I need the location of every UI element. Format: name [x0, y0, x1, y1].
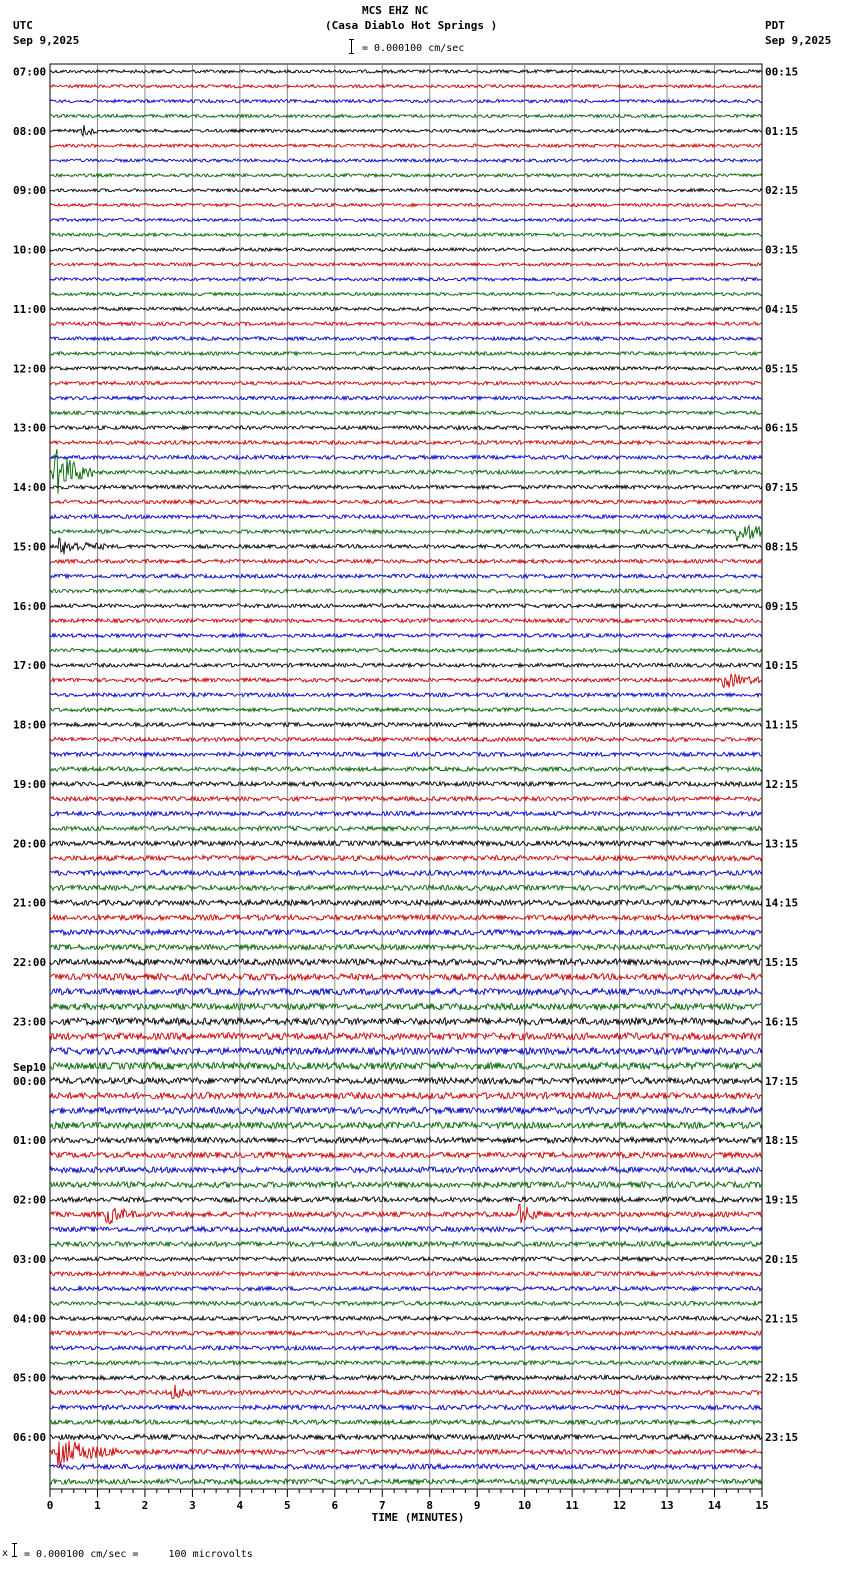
seismic-trace: [50, 307, 762, 311]
station-title: MCS EHZ NC: [362, 4, 429, 17]
left-hour-label: 12:00: [13, 362, 47, 376]
x-tick-label: 14: [707, 1499, 722, 1512]
seismic-trace: [50, 559, 762, 563]
seismic-trace: [50, 1441, 762, 1468]
footer-scale-glyph: x: [2, 1548, 9, 1559]
left-hour-label: 16:00: [13, 599, 47, 613]
right-hour-label: 07:15: [765, 481, 799, 495]
seismic-trace: [50, 1197, 762, 1202]
seismic-trace: [50, 322, 762, 326]
seismic-trace: [50, 797, 762, 802]
x-axis-label: TIME (MINUTES): [371, 1511, 465, 1524]
seismic-trace: [50, 1048, 762, 1055]
seismic-trace: [50, 989, 762, 995]
left-hour-label: 20:00: [13, 837, 47, 851]
footer-scale-cap-bottom: [12, 1556, 17, 1557]
seismic-trace: [50, 885, 762, 890]
left-hour-label: 18:00: [13, 718, 47, 732]
seismic-trace: [50, 1405, 762, 1410]
seismic-trace: [50, 1182, 762, 1188]
right-hour-label: 00:15: [765, 65, 799, 79]
seismic-trace: [50, 189, 762, 192]
seismic-trace: [50, 352, 762, 356]
right-hour-label: 06:15: [765, 421, 799, 435]
seismic-trace: [50, 1287, 762, 1291]
seismic-trace: [50, 723, 762, 727]
x-tick-label: 4: [236, 1499, 244, 1512]
left-hour-label: 14:00: [13, 481, 47, 495]
left-hour-label: 03:00: [13, 1252, 47, 1266]
right-date: Sep 9,2025: [765, 34, 832, 47]
seismic-trace: [50, 1137, 762, 1143]
seismic-trace: [50, 233, 762, 236]
left-hour-label: 06:00: [13, 1431, 47, 1445]
seismic-trace: [50, 870, 762, 875]
seismic-trace: [50, 218, 762, 221]
x-tick-label: 1: [94, 1499, 101, 1512]
x-tick-label: 8: [426, 1499, 434, 1512]
seismic-trace: [50, 1257, 762, 1261]
right-hour-label: 01:15: [765, 124, 799, 138]
seismic-trace: [50, 900, 762, 905]
left-hour-label: 21:00: [13, 896, 47, 910]
seismic-trace: [50, 674, 762, 688]
left-hour-label: 13:00: [13, 421, 47, 435]
x-tick-label: 12: [612, 1499, 627, 1512]
seismic-trace: [50, 856, 762, 861]
x-tick-label: 9: [473, 1499, 481, 1512]
right-hour-label: 19:15: [765, 1193, 799, 1207]
seismic-trace: [50, 485, 762, 489]
left-hour-label: 11:00: [13, 302, 47, 316]
left-hour-label: 23:00: [13, 1015, 47, 1029]
seismic-trace: [50, 1385, 762, 1399]
left-hour-label: 19:00: [13, 777, 47, 791]
seismic-trace: [50, 959, 762, 965]
right-hour-label: 23:15: [765, 1431, 799, 1445]
right-hour-label: 20:15: [765, 1252, 799, 1266]
left-hour-label: 08:00: [13, 124, 47, 138]
seismic-trace: [50, 538, 762, 554]
right-hour-label: 14:15: [765, 896, 799, 910]
seismic-trace: [50, 1062, 762, 1069]
right-hour-label: 16:15: [765, 1015, 799, 1029]
seismic-trace: [50, 1204, 762, 1224]
seismic-trace: [50, 663, 762, 667]
right-hour-label: 22:15: [765, 1371, 799, 1385]
seismic-trace: [50, 1479, 762, 1484]
right-hour-label: 12:15: [765, 777, 799, 791]
x-tick-label: 10: [518, 1499, 532, 1512]
left-date: Sep 9,2025: [13, 34, 80, 47]
right-hour-label: 02:15: [765, 184, 799, 198]
x-tick-label: 7: [378, 1499, 386, 1512]
seismic-trace: [50, 634, 762, 638]
seismic-trace: [50, 70, 762, 73]
left-timezone: UTC: [13, 19, 33, 32]
seismic-trace: [50, 203, 762, 206]
seismic-trace: [50, 1078, 762, 1084]
seismic-trace: [50, 767, 762, 771]
seismic-trace: [50, 426, 762, 430]
left-hour-label: 15:00: [13, 540, 47, 554]
seismic-trace: [50, 782, 762, 787]
seismic-trace: [50, 619, 762, 623]
x-tick-label: 11: [565, 1499, 579, 1512]
seismic-trace: [50, 1420, 762, 1424]
seismic-trace: [50, 1435, 762, 1440]
left-hour-label: 04:00: [13, 1312, 47, 1326]
seismic-trace: [50, 1361, 762, 1365]
left-hour-label: 10:00: [13, 243, 47, 257]
right-hour-label: 08:15: [765, 540, 799, 554]
x-tick-label: 5: [284, 1499, 291, 1512]
seismic-trace: [50, 441, 762, 445]
seismic-trace: [50, 930, 762, 936]
right-hour-label: 18:15: [765, 1134, 799, 1148]
seismic-trace: [50, 915, 762, 920]
seismic-trace: [50, 159, 762, 162]
seismic-trace: [50, 526, 762, 541]
left-hour-label: 02:00: [13, 1193, 47, 1207]
seismic-trace: [50, 737, 762, 741]
left-hour-label: 01:00: [13, 1134, 47, 1148]
seismic-trace: [50, 1272, 762, 1276]
left-hour-label: 17:00: [13, 659, 47, 673]
seismic-trace: [50, 411, 762, 415]
seismic-trace: [50, 278, 762, 281]
left-hour-label: 07:00: [13, 65, 47, 79]
seismic-trace: [50, 174, 762, 177]
seismic-trace: [50, 1107, 762, 1113]
right-hour-label: 17:15: [765, 1074, 799, 1088]
right-hour-label: 05:15: [765, 362, 799, 376]
seismic-trace: [50, 693, 762, 697]
seismic-trace: [50, 455, 762, 459]
seismic-trace: [50, 752, 762, 756]
seismic-trace: [50, 500, 762, 504]
seismic-trace: [50, 1375, 762, 1380]
right-hour-label: 13:15: [765, 837, 799, 851]
seismic-trace: [50, 826, 762, 831]
seismic-trace: [50, 396, 762, 400]
seismic-trace: [50, 1018, 762, 1025]
seismic-trace: [50, 367, 762, 371]
scale-text: = 0.000100 cm/sec: [362, 43, 465, 54]
x-tick-label: 15: [755, 1499, 769, 1512]
seismic-trace: [50, 574, 762, 578]
footer-note: = 0.000100 cm/sec = 100 microvolts: [24, 1549, 253, 1560]
seismic-trace: [50, 1464, 762, 1469]
seismic-trace: [50, 248, 762, 251]
right-hour-label: 09:15: [765, 599, 799, 613]
seismic-trace: [50, 604, 762, 608]
seismic-trace: [50, 337, 762, 341]
seismic-trace: [50, 1331, 762, 1335]
footer-scale-cap-top: [12, 1543, 17, 1544]
seismic-trace: [50, 1122, 762, 1128]
seismic-trace: [50, 1003, 762, 1009]
seismic-trace: [50, 125, 762, 136]
right-hour-label: 21:15: [765, 1312, 799, 1326]
seismic-trace: [50, 85, 762, 88]
seismic-trace: [50, 589, 762, 593]
seismic-trace: [50, 1093, 762, 1099]
left-hour-label: 05:00: [13, 1371, 47, 1385]
seismic-trace: [50, 1033, 762, 1040]
left-hour-label: 00:00: [13, 1074, 47, 1088]
seismic-trace: [50, 381, 762, 385]
seismic-trace: [50, 945, 762, 950]
x-tick-label: 0: [46, 1499, 54, 1512]
right-hour-label: 11:15: [765, 718, 799, 732]
seismic-trace: [50, 1242, 762, 1247]
seismic-trace: [50, 1316, 762, 1320]
seismic-trace: [50, 114, 762, 117]
station-subtitle: (Casa Diablo Hot Springs ): [325, 19, 498, 32]
right-hour-label: 03:15: [765, 243, 799, 257]
left-hour-label: 22:00: [13, 956, 47, 970]
seismic-trace: [50, 144, 762, 147]
right-hour-label: 10:15: [765, 659, 799, 673]
x-tick-label: 2: [141, 1499, 149, 1512]
footer-scale-bar-icon: [14, 1543, 15, 1557]
x-tick-label: 3: [189, 1499, 196, 1512]
seismic-trace: [50, 1167, 762, 1173]
seismic-trace: [50, 811, 762, 815]
x-tick-label: 6: [331, 1499, 339, 1512]
left-hour-label: 09:00: [13, 184, 47, 198]
seismic-trace: [50, 263, 762, 266]
seismic-trace: [50, 1152, 762, 1158]
seismic-trace: [50, 1346, 762, 1350]
seismic-trace: [50, 1227, 762, 1232]
seismic-trace: [50, 100, 762, 103]
seismic-trace: [50, 293, 762, 296]
seismic-trace: [50, 974, 762, 980]
right-hour-label: 04:15: [765, 302, 799, 316]
seismic-trace: [50, 841, 762, 846]
x-tick-label: 13: [660, 1499, 674, 1512]
seismic-trace: [50, 708, 762, 712]
right-hour-label: 15:15: [765, 956, 799, 970]
seismic-trace: [50, 515, 762, 519]
date-change-label: Sep10: [13, 1060, 47, 1074]
seismic-trace: [50, 648, 762, 652]
right-timezone: PDT: [765, 19, 785, 32]
seismic-trace: [50, 1301, 762, 1305]
